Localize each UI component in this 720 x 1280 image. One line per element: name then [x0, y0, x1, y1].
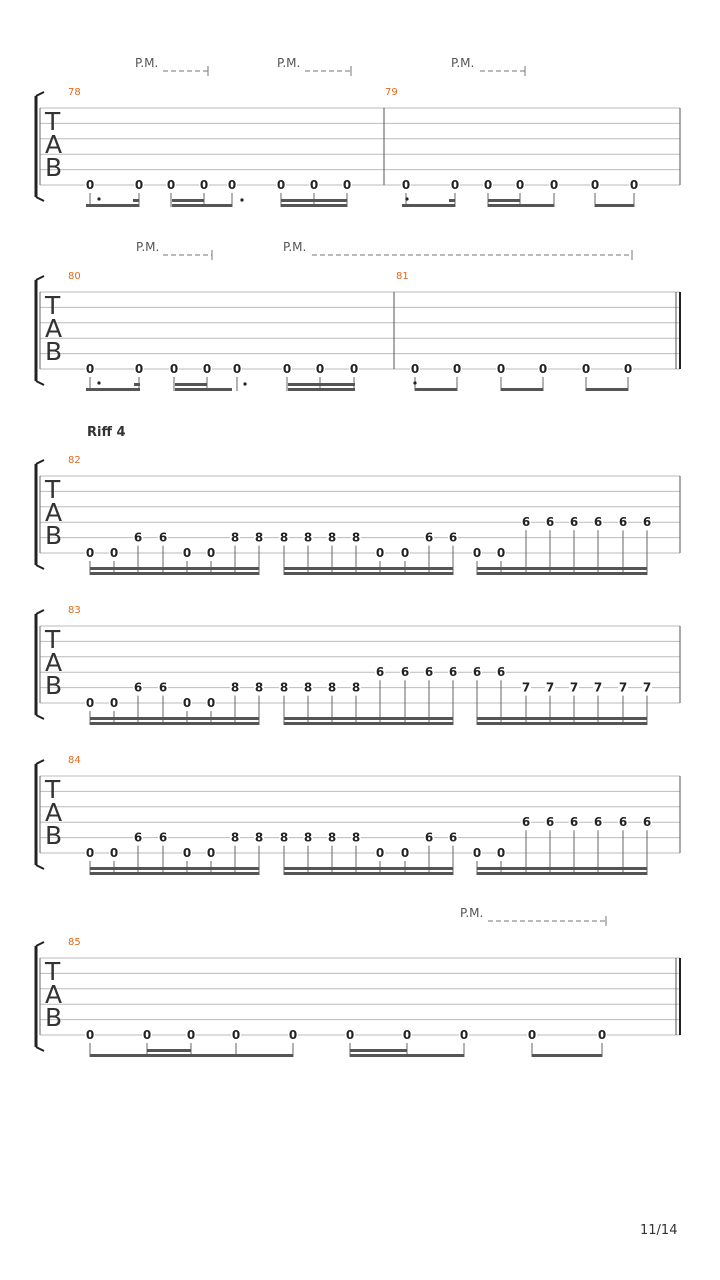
measure-number: 80 — [68, 271, 81, 282]
fret-number: 6 — [424, 665, 434, 680]
beam — [284, 867, 453, 870]
fret-number: 0 — [85, 696, 95, 710]
beam — [449, 199, 455, 202]
fret-number: 0 — [309, 178, 319, 192]
fret-number: 8 — [279, 530, 289, 545]
beam — [90, 722, 259, 725]
beam — [284, 567, 453, 570]
palm-mute-label: P.M. — [283, 240, 307, 254]
fret-number: 8 — [303, 830, 313, 845]
beam — [586, 388, 628, 391]
fret-number: 0 — [349, 362, 359, 376]
beam — [281, 204, 347, 207]
fret-number: 0 — [85, 1028, 95, 1042]
fret-number: 8 — [327, 680, 337, 695]
fret-number: 0 — [452, 362, 462, 376]
fret-number: 0 — [401, 178, 411, 192]
fret-number: 0 — [109, 546, 119, 560]
fret-number: 8 — [279, 830, 289, 845]
beam — [86, 388, 140, 391]
fret-number: 0 — [375, 846, 385, 860]
fret-number: 6 — [375, 665, 385, 680]
tab-letter: B — [45, 521, 63, 550]
fret-number: 0 — [597, 1028, 607, 1042]
fret-number: 6 — [158, 530, 168, 545]
beam — [172, 199, 204, 202]
fret-number: 0 — [85, 546, 95, 560]
fret-number: 0 — [227, 178, 237, 192]
tab-letter: A — [45, 498, 63, 527]
tab-letter: T — [45, 107, 61, 136]
fret-number: 0 — [538, 362, 548, 376]
fret-number: 7 — [545, 680, 555, 695]
tab-letter: B — [45, 821, 63, 850]
tab-letter: B — [45, 337, 63, 366]
fret-number: 0 — [342, 178, 352, 192]
fret-number: 6 — [448, 665, 458, 680]
fret-number: 6 — [424, 830, 434, 845]
fret-number: 8 — [230, 680, 240, 695]
fret-number: 0 — [182, 546, 192, 560]
fret-number: 6 — [424, 530, 434, 545]
fret-number: 8 — [303, 530, 313, 545]
fret-number: 8 — [254, 830, 264, 845]
beam — [281, 199, 347, 202]
fret-number: 6 — [521, 815, 531, 830]
beam — [288, 383, 355, 386]
tab-letter: A — [45, 798, 63, 827]
tab-letter: A — [45, 648, 63, 677]
fret-number: 0 — [496, 362, 506, 376]
beam — [90, 717, 259, 720]
fret-number: 6 — [133, 680, 143, 695]
measure-number: 85 — [68, 937, 81, 948]
fret-number: 8 — [303, 680, 313, 695]
fret-number: 0 — [345, 1028, 355, 1042]
fret-number: 0 — [623, 362, 633, 376]
fret-number: 6 — [448, 530, 458, 545]
fret-number: 0 — [232, 362, 242, 376]
fret-number: 7 — [618, 680, 628, 695]
fret-number: 0 — [85, 846, 95, 860]
palm-mute-label: P.M. — [451, 56, 475, 70]
fret-number: 0 — [315, 362, 325, 376]
rhythm-dot — [243, 382, 246, 385]
fret-number: 6 — [569, 515, 579, 530]
fret-number: 6 — [400, 665, 410, 680]
fret-number: 0 — [459, 1028, 469, 1042]
beam — [477, 872, 647, 875]
fret-number: 0 — [231, 1028, 241, 1042]
measure-number: 84 — [68, 755, 81, 766]
beam — [501, 388, 543, 391]
fret-number: 0 — [472, 846, 482, 860]
beam — [284, 872, 453, 875]
rhythm-dot — [413, 381, 416, 384]
fret-number: 0 — [182, 696, 192, 710]
fret-number: 8 — [351, 830, 361, 845]
beam — [477, 572, 647, 575]
fret-number: 6 — [133, 830, 143, 845]
fret-number: 6 — [496, 665, 506, 680]
fret-number: 0 — [282, 362, 292, 376]
fret-number: 0 — [400, 846, 410, 860]
beam — [90, 872, 259, 875]
fret-number: 6 — [448, 830, 458, 845]
fret-number: 0 — [142, 1028, 152, 1042]
palm-mute-label: P.M. — [136, 240, 160, 254]
fret-number: 7 — [593, 680, 603, 695]
fret-number: 0 — [629, 178, 639, 192]
page-number: 11/14 — [640, 1223, 678, 1238]
beam — [477, 717, 647, 720]
fret-number: 0 — [206, 546, 216, 560]
beam — [284, 572, 453, 575]
fret-number: 0 — [496, 546, 506, 560]
fret-number: 6 — [133, 530, 143, 545]
rhythm-dot — [97, 197, 100, 200]
beam — [172, 204, 232, 207]
fret-number: 0 — [182, 846, 192, 860]
fret-number: 7 — [569, 680, 579, 695]
rhythm-dot — [240, 198, 243, 201]
beam — [595, 204, 634, 207]
beam — [350, 1054, 464, 1057]
tab-letter: A — [45, 980, 63, 1009]
tab-letter: T — [45, 625, 61, 654]
fret-number: 6 — [593, 815, 603, 830]
fret-number: 7 — [642, 680, 652, 695]
fret-number: 6 — [618, 815, 628, 830]
fret-number: 0 — [400, 546, 410, 560]
palm-mute-label: P.M. — [277, 56, 301, 70]
beam — [284, 722, 453, 725]
fret-number: 0 — [206, 846, 216, 860]
fret-number: 6 — [521, 515, 531, 530]
beam — [133, 199, 139, 202]
fret-number: 6 — [545, 515, 555, 530]
fret-number: 0 — [450, 178, 460, 192]
tab-letter: T — [45, 291, 61, 320]
beam — [532, 1054, 602, 1057]
beam — [488, 199, 520, 202]
fret-number: 0 — [206, 696, 216, 710]
tab-letter: B — [45, 153, 63, 182]
measure-number: 81 — [396, 271, 409, 282]
beam — [175, 383, 207, 386]
beam — [488, 204, 554, 207]
tab-letter: T — [45, 475, 61, 504]
measure-number: 83 — [68, 605, 81, 616]
beam — [477, 567, 647, 570]
tab-letter: T — [45, 957, 61, 986]
fret-number: 0 — [496, 846, 506, 860]
fret-number: 0 — [472, 546, 482, 560]
fret-number: 0 — [109, 696, 119, 710]
fret-number: 6 — [158, 680, 168, 695]
tab-letter: T — [45, 775, 61, 804]
fret-number: 8 — [279, 680, 289, 695]
tab-letter: B — [45, 671, 63, 700]
fret-number: 8 — [230, 530, 240, 545]
measure-number: 79 — [385, 87, 398, 98]
fret-number: 8 — [351, 680, 361, 695]
beam — [415, 388, 457, 391]
beam — [147, 1049, 191, 1052]
beam — [90, 867, 259, 870]
beam — [90, 572, 259, 575]
beam — [175, 388, 232, 391]
fret-number: 8 — [254, 680, 264, 695]
fret-number: 8 — [327, 530, 337, 545]
tab-letter: A — [45, 314, 63, 343]
fret-number: 8 — [351, 530, 361, 545]
rhythm-dot — [97, 381, 100, 384]
fret-number: 0 — [402, 1028, 412, 1042]
fret-number: 6 — [472, 665, 482, 680]
tab-letter: A — [45, 130, 63, 159]
fret-number: 0 — [134, 362, 144, 376]
section-label: Riff 4 — [87, 425, 126, 440]
palm-mute-label: P.M. — [460, 906, 484, 920]
fret-number: 0 — [85, 362, 95, 376]
fret-number: 6 — [642, 515, 652, 530]
fret-number: 0 — [276, 178, 286, 192]
fret-number: 6 — [545, 815, 555, 830]
fret-number: 8 — [230, 830, 240, 845]
fret-number: 6 — [593, 515, 603, 530]
fret-number: 0 — [109, 846, 119, 860]
rhythm-dot — [405, 197, 408, 200]
fret-number: 0 — [169, 362, 179, 376]
beam — [90, 567, 259, 570]
beam — [288, 388, 355, 391]
palm-mute-label: P.M. — [135, 56, 159, 70]
beam — [90, 1054, 293, 1057]
fret-number: 0 — [134, 178, 144, 192]
beam — [402, 204, 455, 207]
tab-letter: B — [45, 1003, 63, 1032]
fret-number: 8 — [327, 830, 337, 845]
fret-number: 0 — [288, 1028, 298, 1042]
fret-number: 0 — [590, 178, 600, 192]
measure-number: 82 — [68, 455, 81, 466]
beam — [350, 1049, 407, 1052]
fret-number: 0 — [85, 178, 95, 192]
fret-number: 8 — [254, 530, 264, 545]
fret-number: 0 — [527, 1028, 537, 1042]
measure-number: 78 — [68, 87, 81, 98]
fret-number: 6 — [158, 830, 168, 845]
beam — [477, 722, 647, 725]
fret-number: 0 — [410, 362, 420, 376]
fret-number: 0 — [515, 178, 525, 192]
beam — [86, 204, 139, 207]
fret-number: 7 — [521, 680, 531, 695]
fret-number: 6 — [618, 515, 628, 530]
beam — [134, 383, 140, 386]
fret-number: 0 — [549, 178, 559, 192]
fret-number: 0 — [186, 1028, 196, 1042]
fret-number: 0 — [483, 178, 493, 192]
fret-number: 0 — [581, 362, 591, 376]
fret-number: 6 — [642, 815, 652, 830]
fret-number: 0 — [199, 178, 209, 192]
fret-number: 0 — [375, 546, 385, 560]
fret-number: 0 — [202, 362, 212, 376]
beam — [477, 867, 647, 870]
fret-number: 6 — [569, 815, 579, 830]
fret-number: 0 — [166, 178, 176, 192]
beam — [284, 717, 453, 720]
